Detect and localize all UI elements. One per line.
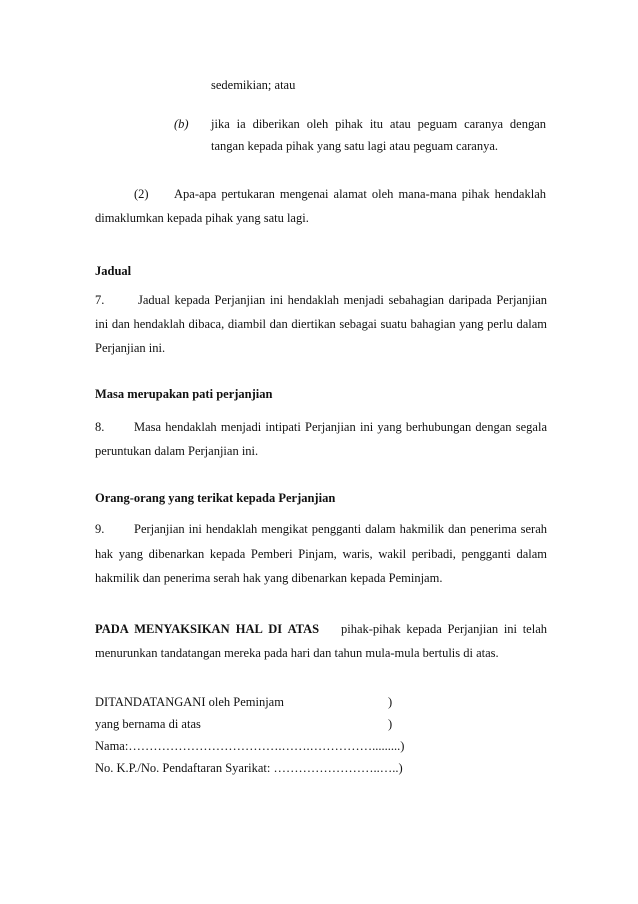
- signature-row-1-paren: ): [388, 695, 393, 709]
- clause-2-line-1: Apa-apa pertukaran mengenai alamat oleh mana-mana pihak hendaklah: [174, 187, 546, 201]
- section-number-7: 7.: [95, 293, 105, 307]
- section-number-8: 8.: [95, 420, 105, 434]
- section-7-line-2: ini dan hendaklah dibaca, diambil dan diertikan sebagai suatu bahagian yang perlu dalam: [95, 317, 547, 331]
- section-heading-terikat: Orang-orang yang terikat kepada Perjanjian: [95, 491, 336, 505]
- section-9-line-2: hak yang dibenarkan kepada Pemberi Pinjam, waris, wakil peribadi, pengganti dalam: [95, 547, 547, 561]
- signature-row-2-label: yang bernama di atas: [95, 717, 201, 731]
- section-heading-jadual: Jadual: [95, 264, 132, 278]
- clause-b-line-1: jika ia diberikan oleh pihak itu atau peguam caranya dengan: [211, 117, 546, 131]
- signature-row-2-paren: ): [388, 717, 393, 731]
- section-8-line-2: peruntukan dalam Perjanjian ini.: [95, 444, 259, 458]
- section-8-line-1: Masa hendaklah menjadi intipati Perjanjian ini yang berhubungan dengan segala: [134, 420, 547, 434]
- signature-name-line: Nama:……………………………….…….…………….........): [95, 739, 405, 753]
- witness-bold-lead: PADA MENYAKSIKAN HAL DI ATAS: [95, 622, 320, 636]
- clause-b-label: (b): [174, 117, 189, 131]
- clause-2-line-2: dimaklumkan kepada pihak yang satu lagi.: [95, 211, 309, 225]
- section-heading-masa: Masa merupakan pati perjanjian: [95, 387, 273, 401]
- section-7-line-3: Perjanjian ini.: [95, 341, 166, 355]
- signature-id-line: No. K.P./No. Pendaftaran Syarikat: ……………………..…..): [95, 761, 403, 775]
- section-number-9: 9.: [95, 522, 105, 536]
- section-9-line-1: Perjanjian ini hendaklah mengikat pengganti dalam hakmilik dan penerima serah: [134, 522, 547, 536]
- clause-continuation-text: sedemikian; atau: [211, 78, 296, 92]
- witness-line-1-rest: pihak-pihak kepada Perjanjian ini telah: [341, 622, 547, 636]
- clause-b-line-2: tangan kepada pihak yang satu lagi atau peguam caranya.: [211, 139, 499, 153]
- clause-2-label: (2): [134, 187, 149, 201]
- witness-line-2: menurunkan tandatangan mereka pada hari dan tahun mula-mula bertulis di atas.: [95, 646, 499, 660]
- section-9-line-3: hakmilik dan penerima serah hak yang dibenarkan kepada Peminjam.: [95, 571, 443, 585]
- signature-row-1-label: DITANDATANGANI oleh Peminjam: [95, 695, 284, 709]
- section-7-line-1: Jadual kepada Perjanjian ini hendaklah menjadi sebahagian daripada Perjanjian: [138, 293, 547, 307]
